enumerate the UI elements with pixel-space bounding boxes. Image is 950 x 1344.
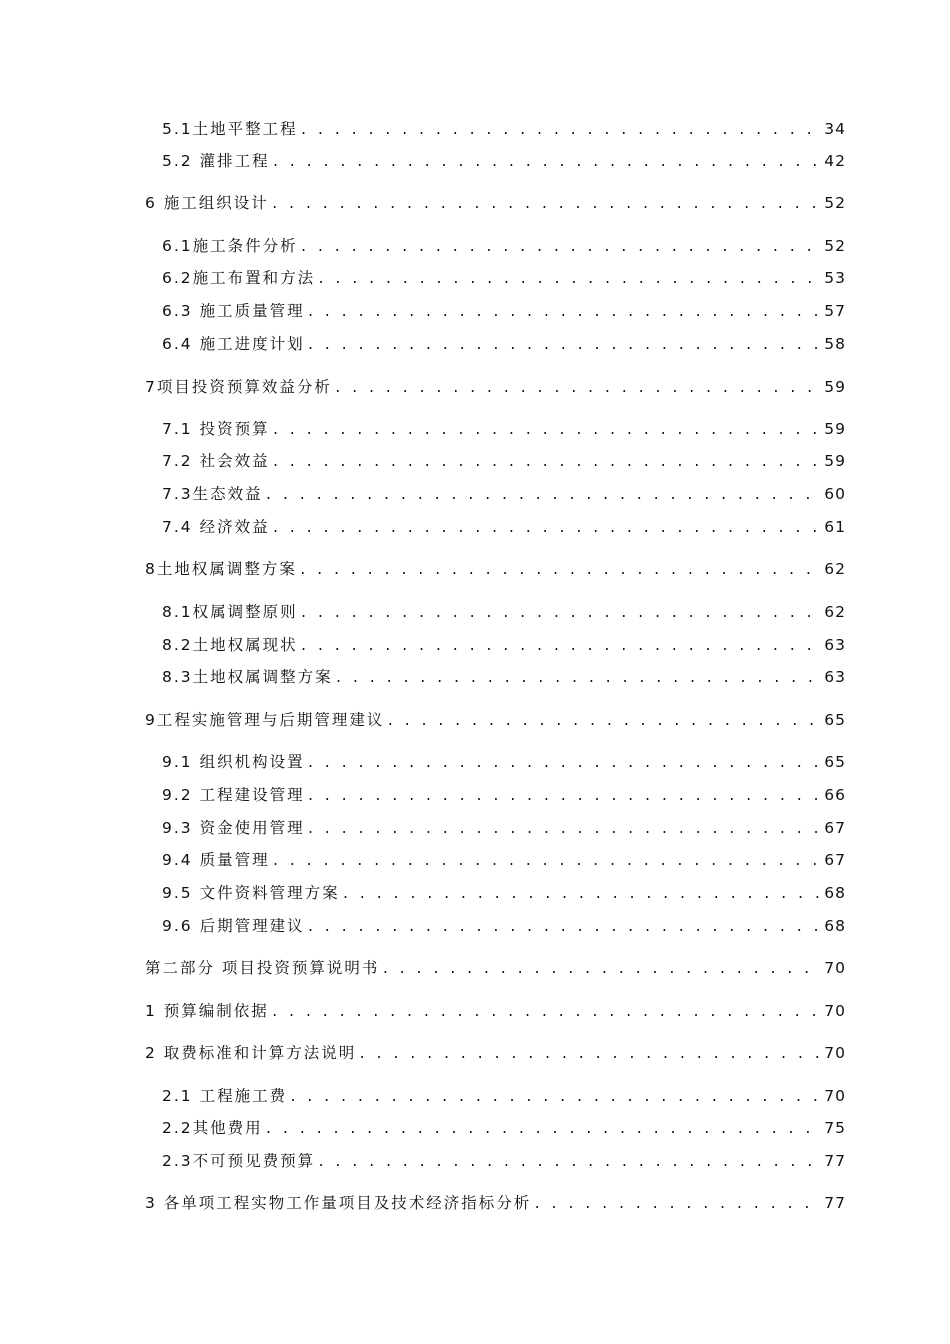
- toc-entry-2[interactable]: [145, 1043, 846, 1065]
- toc-entry-part-2[interactable]: [145, 958, 846, 980]
- toc-entry-label: 1 预算编制依据: [145, 1002, 269, 1020]
- toc-entry-label: 9工程实施管理与后期管理建议: [145, 711, 385, 729]
- toc-entry-label: 9.6 后期管理建议: [162, 917, 305, 935]
- dot-leader: [272, 451, 823, 473]
- toc-entry-page: 77: [824, 1152, 846, 1170]
- dot-leader: [272, 517, 823, 539]
- toc-entry-9-5[interactable]: [162, 883, 846, 905]
- toc-entry-label: 7.2 社会效益: [162, 452, 270, 470]
- toc-entry-8-2[interactable]: [162, 635, 846, 657]
- toc-entry-6-4[interactable]: [162, 334, 846, 356]
- toc-entry-7-1[interactable]: [162, 419, 846, 441]
- toc-entry-9-2[interactable]: [162, 785, 846, 807]
- toc-entry-page: 65: [824, 711, 846, 729]
- toc-entry-label: 7.3生态效益: [162, 485, 263, 503]
- toc-entry-page: 63: [824, 636, 846, 654]
- toc-entry-page: 67: [824, 819, 846, 837]
- dot-leader: [307, 301, 823, 323]
- toc-entry-page: 58: [824, 335, 846, 353]
- toc-entry-9-1[interactable]: [162, 752, 846, 774]
- toc-entry-label: 第二部分 项目投资预算说明书: [145, 959, 380, 977]
- toc-entry-label: 8.2土地权属现状: [162, 636, 298, 654]
- dot-leader: [271, 193, 822, 215]
- toc-entry-9-6[interactable]: [162, 916, 846, 938]
- toc-entry-9[interactable]: [145, 710, 846, 732]
- dot-leader: [307, 785, 823, 807]
- toc-entry-page: 52: [824, 194, 846, 212]
- toc-entry-6-2[interactable]: [162, 268, 846, 290]
- toc-entry-2-1[interactable]: [162, 1086, 846, 1108]
- dot-leader: [300, 236, 823, 258]
- toc-entry-page: 57: [824, 302, 846, 320]
- dot-leader: [381, 958, 822, 980]
- toc-entry-9-4[interactable]: [162, 850, 846, 872]
- toc-entry-7-2[interactable]: [162, 451, 846, 473]
- dot-leader: [300, 602, 823, 624]
- toc-entry-7-4[interactable]: [162, 517, 846, 539]
- toc-entry-page: 61: [824, 518, 846, 536]
- dot-leader: [307, 334, 823, 356]
- dot-leader: [334, 377, 822, 399]
- toc-entry-label: 2.1 工程施工费: [162, 1087, 288, 1105]
- toc-entry-label: 6.3 施工质量管理: [162, 302, 305, 320]
- toc-entry-label: 8.1权属调整原则: [162, 603, 298, 621]
- toc-entry-label: 7.1 投资预算: [162, 420, 270, 438]
- toc-entry-page: 70: [824, 1002, 846, 1020]
- toc-entry-7[interactable]: [145, 377, 846, 399]
- toc-entry-label: 9.2 工程建设管理: [162, 786, 305, 804]
- toc-entry-5-1[interactable]: [162, 119, 846, 141]
- toc-entry-8[interactable]: [145, 559, 846, 581]
- toc-entry-label: 6.1施工条件分析: [162, 237, 298, 255]
- toc-entry-page: 53: [824, 269, 846, 287]
- dot-leader: [272, 419, 823, 441]
- toc-entry-7-3[interactable]: [162, 484, 846, 506]
- toc-entry-page: 67: [824, 851, 846, 869]
- toc-entry-page: 75: [824, 1119, 846, 1137]
- toc-entry-page: 59: [824, 378, 846, 396]
- dot-leader: [533, 1193, 822, 1215]
- toc-entry-8-3[interactable]: [162, 667, 846, 689]
- toc-entry-page: 59: [824, 452, 846, 470]
- dot-leader: [317, 1151, 822, 1173]
- dot-leader: [271, 1001, 822, 1023]
- toc-entry-1[interactable]: [145, 1001, 846, 1023]
- dot-leader: [300, 635, 823, 657]
- toc-entry-6[interactable]: [145, 193, 846, 215]
- toc-entry-label: 3 各单项工程实物工作量项目及技术经济指标分析: [145, 1194, 532, 1212]
- toc-entry-page: 70: [824, 1044, 846, 1062]
- toc-entry-9-3[interactable]: [162, 818, 846, 840]
- toc-entry-label: 9.4 质量管理: [162, 851, 270, 869]
- toc-entry-page: 42: [824, 152, 846, 170]
- toc-entry-page: 62: [824, 603, 846, 621]
- dot-leader: [317, 268, 822, 290]
- toc-entry-page: 70: [824, 959, 846, 977]
- toc-entry-2-3[interactable]: [162, 1151, 846, 1173]
- toc-entry-label: 5.2 灌排工程: [162, 152, 270, 170]
- toc-entry-page: 77: [824, 1194, 846, 1212]
- toc-entry-label: 9.1 组织机构设置: [162, 753, 305, 771]
- toc-entry-label: 5.1土地平整工程: [162, 120, 298, 138]
- dot-leader: [272, 151, 823, 173]
- toc-entry-8-1[interactable]: [162, 602, 846, 624]
- toc-entry-label: 7项目投资预算效益分析: [145, 378, 332, 396]
- toc-entry-label: 6.4 施工进度计划: [162, 335, 305, 353]
- dot-leader: [265, 1118, 823, 1140]
- toc-entry-page: 63: [824, 668, 846, 686]
- toc-entry-label: 7.4 经济效益: [162, 518, 270, 536]
- toc-entry-6-1[interactable]: [162, 236, 846, 258]
- toc-entry-page: 59: [824, 420, 846, 438]
- toc-entry-page: 60: [824, 485, 846, 503]
- toc-entry-label: 9.3 资金使用管理: [162, 819, 305, 837]
- dot-leader: [307, 818, 823, 840]
- toc-entry-label: 2 取费标准和计算方法说明: [145, 1044, 357, 1062]
- toc-entry-page: 65: [824, 753, 846, 771]
- toc-entry-label: 9.5 文件资料管理方案: [162, 884, 340, 902]
- toc-entry-3[interactable]: [145, 1193, 846, 1215]
- dot-leader: [335, 667, 823, 689]
- dot-leader: [307, 752, 823, 774]
- toc-entry-label: 6 施工组织设计: [145, 194, 269, 212]
- toc-entry-page: 34: [824, 120, 846, 138]
- dot-leader: [265, 484, 823, 506]
- toc-entry-label: 8土地权属调整方案: [145, 560, 297, 578]
- toc-entry-page: 66: [824, 786, 846, 804]
- toc-entry-label: 2.3不可预见费预算: [162, 1152, 316, 1170]
- toc-entry-2-2[interactable]: [162, 1118, 846, 1140]
- dot-leader: [386, 710, 822, 732]
- dot-leader: [272, 850, 823, 872]
- dot-leader: [299, 559, 822, 581]
- toc-entry-page: 68: [824, 884, 846, 902]
- toc-entry-label: 2.2其他费用: [162, 1119, 263, 1137]
- toc-entry-label: 6.2施工布置和方法: [162, 269, 316, 287]
- dot-leader: [300, 119, 823, 141]
- dot-leader: [358, 1043, 822, 1065]
- toc-entry-5-2[interactable]: [162, 151, 846, 173]
- dot-leader: [342, 883, 823, 905]
- dot-leader: [289, 1086, 822, 1108]
- toc-entry-page: 62: [824, 560, 846, 578]
- toc-entry-page: 52: [824, 237, 846, 255]
- toc-entry-label: 8.3土地权属调整方案: [162, 668, 333, 686]
- toc-entry-6-3[interactable]: [162, 301, 846, 323]
- toc-entry-page: 70: [824, 1087, 846, 1105]
- toc-entry-page: 68: [824, 917, 846, 935]
- dot-leader: [307, 916, 823, 938]
